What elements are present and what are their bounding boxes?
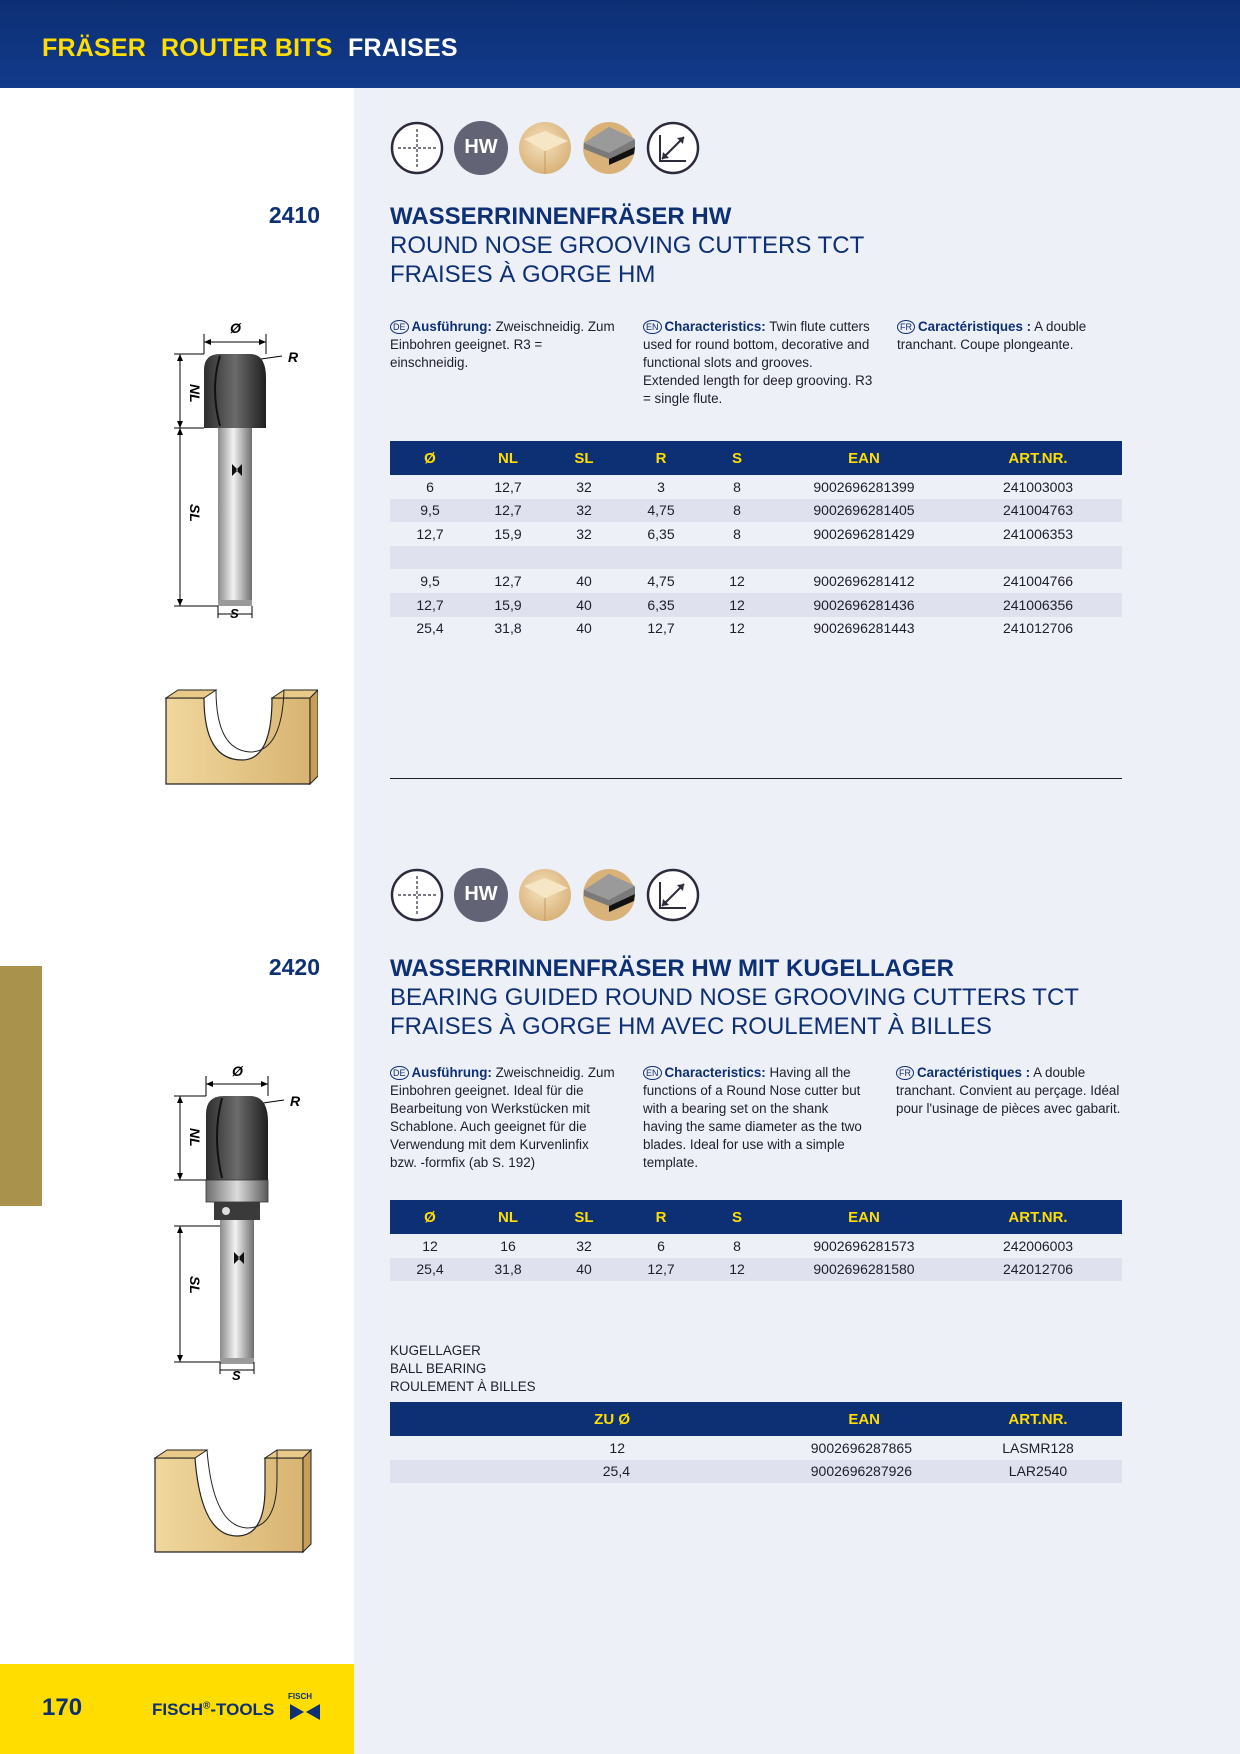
laminate-icon [582,868,636,922]
col-header: NL [470,1200,546,1234]
laminate-icon [582,121,636,175]
cell: 12 [700,617,774,641]
label-diameter: Ø [230,320,241,336]
cell [774,546,954,570]
desc-label-de: Ausführung: [411,319,492,334]
label-sl: SL [187,1276,203,1294]
cell: 25,4 [390,1258,470,1282]
cell: 9002696281580 [774,1258,954,1282]
header-title-de: FRÄSER [42,34,146,62]
cell: 241004766 [954,569,1122,593]
col-header: Ø [390,1200,470,1234]
lang-badge-en: EN [643,1066,662,1080]
col-header: NL [470,441,546,475]
cell: 12 [390,1436,700,1460]
cell: 4,75 [622,499,700,523]
hw-icon [454,868,508,922]
lang-badge-de: DE [390,1066,409,1080]
desc-text-de: Zweischneidig. Zum Einbohren geeignet. Ideal für die Bearbeitung von Werkstücken mit Schablone. Auch geeignet für die Verwendung mit dem Kurvenlinfix bzw. -formfix (ab S. 192) [390,1065,615,1170]
cell: 31,8 [470,617,546,641]
cell: 15,9 [470,522,546,546]
spec-table-2420 [390,1200,1122,1281]
cell: 4,75 [622,569,700,593]
desc-label-en: Characteristics: [664,1065,766,1080]
cell: 32 [546,475,622,499]
section-tab [0,966,42,1206]
cell: 25,4 [390,617,470,641]
col-header: EAN [774,441,954,475]
desc-text-en: Having all the functions of a Round Nose cutter but with a bearing set on the shank having the same diameter as the two blades. Ideal for use with a simple template. [643,1065,862,1170]
cell [470,546,546,570]
description-fr [896,1064,1121,1118]
cell: 9002696281399 [774,475,954,499]
header-title-fr: FRAISES [348,34,458,62]
hw-label: HW [464,136,498,158]
col-header: ART.NR. [954,1402,1122,1436]
lang-badge-fr: FR [896,1066,914,1080]
feature-icons-1 [390,121,710,175]
col-header: EAN [774,1200,954,1234]
title-en: BEARING GUIDED ROUND NOSE GROOVING CUTTERS TCT [390,984,1079,1011]
cell: 40 [546,569,622,593]
cell: 3 [622,475,700,499]
cell [622,546,700,570]
groove-profile-2410 [162,688,318,786]
lang-badge-fr: FR [897,320,915,334]
cell: 40 [546,593,622,617]
lang-badge-en: EN [643,320,662,334]
cell: LAR2540 [954,1460,1122,1484]
table-row [390,1234,1122,1258]
crosshair-icon [390,868,444,922]
cell: 16 [470,1234,546,1258]
cell: 6,35 [622,522,700,546]
cell: 6 [622,1234,700,1258]
brand-fisch: FISCH [152,1700,203,1719]
desc-text-en: Twin flute cutters used for round bottom, decorative and functional slots and grooves. Extended length for deep grooving. R3 = single flute. [643,319,873,406]
table-header-row [390,1402,1122,1436]
title-de: WASSERRINNENFRÄSER HW MIT KUGELLAGER [390,955,954,982]
table-header-row [390,441,1122,475]
label-nl: NL [187,1128,203,1147]
article-number-2410: 2410 [268,202,320,228]
col-header: R [622,441,700,475]
cell: 9002696281436 [774,593,954,617]
direction-icon [646,121,700,175]
col-header: S [700,1200,774,1234]
col-header: SL [546,1200,622,1234]
cell: 12 [700,1258,774,1282]
bearing-label-fr: ROULEMENT À BILLES [390,1379,536,1394]
cell: 12,7 [470,499,546,523]
label-radius: R [288,349,299,365]
spec-table-2410 [390,441,1122,640]
bearing-label [390,1342,536,1396]
cell: 241006353 [954,522,1122,546]
groove-profile-2420 [153,1448,313,1556]
bearing-label-en: BALL BEARING [390,1361,487,1376]
router-bit-drawing-2410 [170,318,330,628]
cell: 12,7 [390,593,470,617]
cell: 12 [700,593,774,617]
table-row-spacer [390,546,1122,570]
crosshair-icon [390,121,444,175]
cell: 8 [700,475,774,499]
softwood-icon [518,868,572,922]
cell: 12,7 [470,475,546,499]
table-header-row [390,1200,1122,1234]
cell: 32 [546,499,622,523]
cell: 242006003 [954,1234,1122,1258]
cell: 9002696281573 [774,1234,954,1258]
cell: 8 [700,499,774,523]
table-row [390,593,1122,617]
label-s: S [230,606,239,621]
col-header: R [622,1200,700,1234]
cell: 15,9 [470,593,546,617]
cell: 25,4 [390,1460,700,1484]
cell: 12,7 [622,1258,700,1282]
cell: 9,5 [390,499,470,523]
desc-text-fr: A double tranchant. Coupe plongeante. [897,319,1087,352]
brand-name [152,1700,274,1720]
cell [390,546,470,570]
description-en [643,318,873,408]
cell: 12 [390,1234,470,1258]
section-divider [390,778,1122,779]
page-footer [0,1664,354,1754]
direction-icon [646,868,700,922]
table-row [390,1436,1122,1460]
cell [546,546,622,570]
desc-label-fr: Caractéristiques : [918,319,1032,334]
table-row [390,617,1122,641]
page-number: 170 [42,1694,83,1721]
cell: 31,8 [470,1258,546,1282]
table-row [390,499,1122,523]
softwood-icon [518,121,572,175]
cell: 241006356 [954,593,1122,617]
table-row [390,475,1122,499]
desc-text-fr: A double tranchant. Convient au perçage. Idéal pour l'usinage de pièces avec gabarit. [896,1065,1121,1116]
cell: 32 [546,522,622,546]
desc-label-en: Characteristics: [664,319,766,334]
table-row [390,569,1122,593]
description-fr [897,318,1122,354]
cell: 9002696281405 [774,499,954,523]
label-sl: SL [187,504,203,522]
title-de: WASSERRINNENFRÄSER HW [390,203,732,230]
lang-badge-de: DE [390,320,409,334]
cell: 12,7 [622,617,700,641]
col-header: ART.NR. [954,441,1122,475]
label-diameter: Ø [232,1066,243,1079]
cell: 40 [546,1258,622,1282]
router-bit-drawing-2420 [170,1066,330,1386]
fisch-logo-icon [286,1690,326,1724]
cell: 9002696287926 [700,1460,954,1484]
cell: 9002696287865 [700,1436,954,1460]
desc-label-fr: Caractéristiques : [917,1065,1031,1080]
cell: 9002696281429 [774,522,954,546]
cell: 12,7 [390,522,470,546]
table-row [390,522,1122,546]
col-header: S [700,441,774,475]
cell: 32 [546,1234,622,1258]
label-s: S [232,1368,241,1383]
hw-icon [454,121,508,175]
cell [700,546,774,570]
logo-text: FISCH [288,1692,312,1701]
cell: 8 [700,1234,774,1258]
desc-text-de: Zweischneidig. Zum Einbohren geeignet. R3 = einschneidig. [390,319,615,370]
table-row [390,1460,1122,1484]
description-de [390,1064,615,1172]
section-title-2420 [390,954,1170,1041]
title-fr: FRAISES À GORGE HM AVEC ROULEMENT À BILLES [390,1013,992,1040]
hw-label: HW [464,883,498,905]
cell: 40 [546,617,622,641]
cell: 9,5 [390,569,470,593]
bearing-table [390,1402,1122,1483]
label-radius: R [290,1093,301,1109]
label-nl: NL [187,384,203,403]
cell: LASMR128 [954,1436,1122,1460]
header-title-en: ROUTER BITS [161,34,333,62]
title-en: ROUND NOSE GROOVING CUTTERS TCT [390,232,865,259]
cell: 12 [700,569,774,593]
cell [954,546,1122,570]
cell: 12,7 [470,569,546,593]
cell: 6 [390,475,470,499]
cell: 6,35 [622,593,700,617]
col-header: SL [546,441,622,475]
description-en [643,1064,868,1172]
bearing-label-de: KUGELLAGER [390,1343,481,1358]
col-header: ART.NR. [954,1200,1122,1234]
page-header [0,0,1240,88]
col-header: ZU Ø [390,1402,700,1436]
cell: 9002696281443 [774,617,954,641]
feature-icons-2 [390,868,710,922]
brand-suffix: -TOOLS [210,1700,275,1719]
cell: 242012706 [954,1258,1122,1282]
article-number-2420: 2420 [268,954,320,980]
section-title-2410 [390,202,1170,289]
cell: 9002696281412 [774,569,954,593]
col-header: EAN [700,1402,954,1436]
cell: 241012706 [954,617,1122,641]
cell: 8 [700,522,774,546]
col-header: Ø [390,441,470,475]
description-de [390,318,620,372]
brand-registered: ® [203,1700,211,1712]
table-row [390,1258,1122,1282]
cell: 241003003 [954,475,1122,499]
title-fr: FRAISES À GORGE HM [390,261,656,288]
cell: 241004763 [954,499,1122,523]
desc-label-de: Ausführung: [411,1065,492,1080]
